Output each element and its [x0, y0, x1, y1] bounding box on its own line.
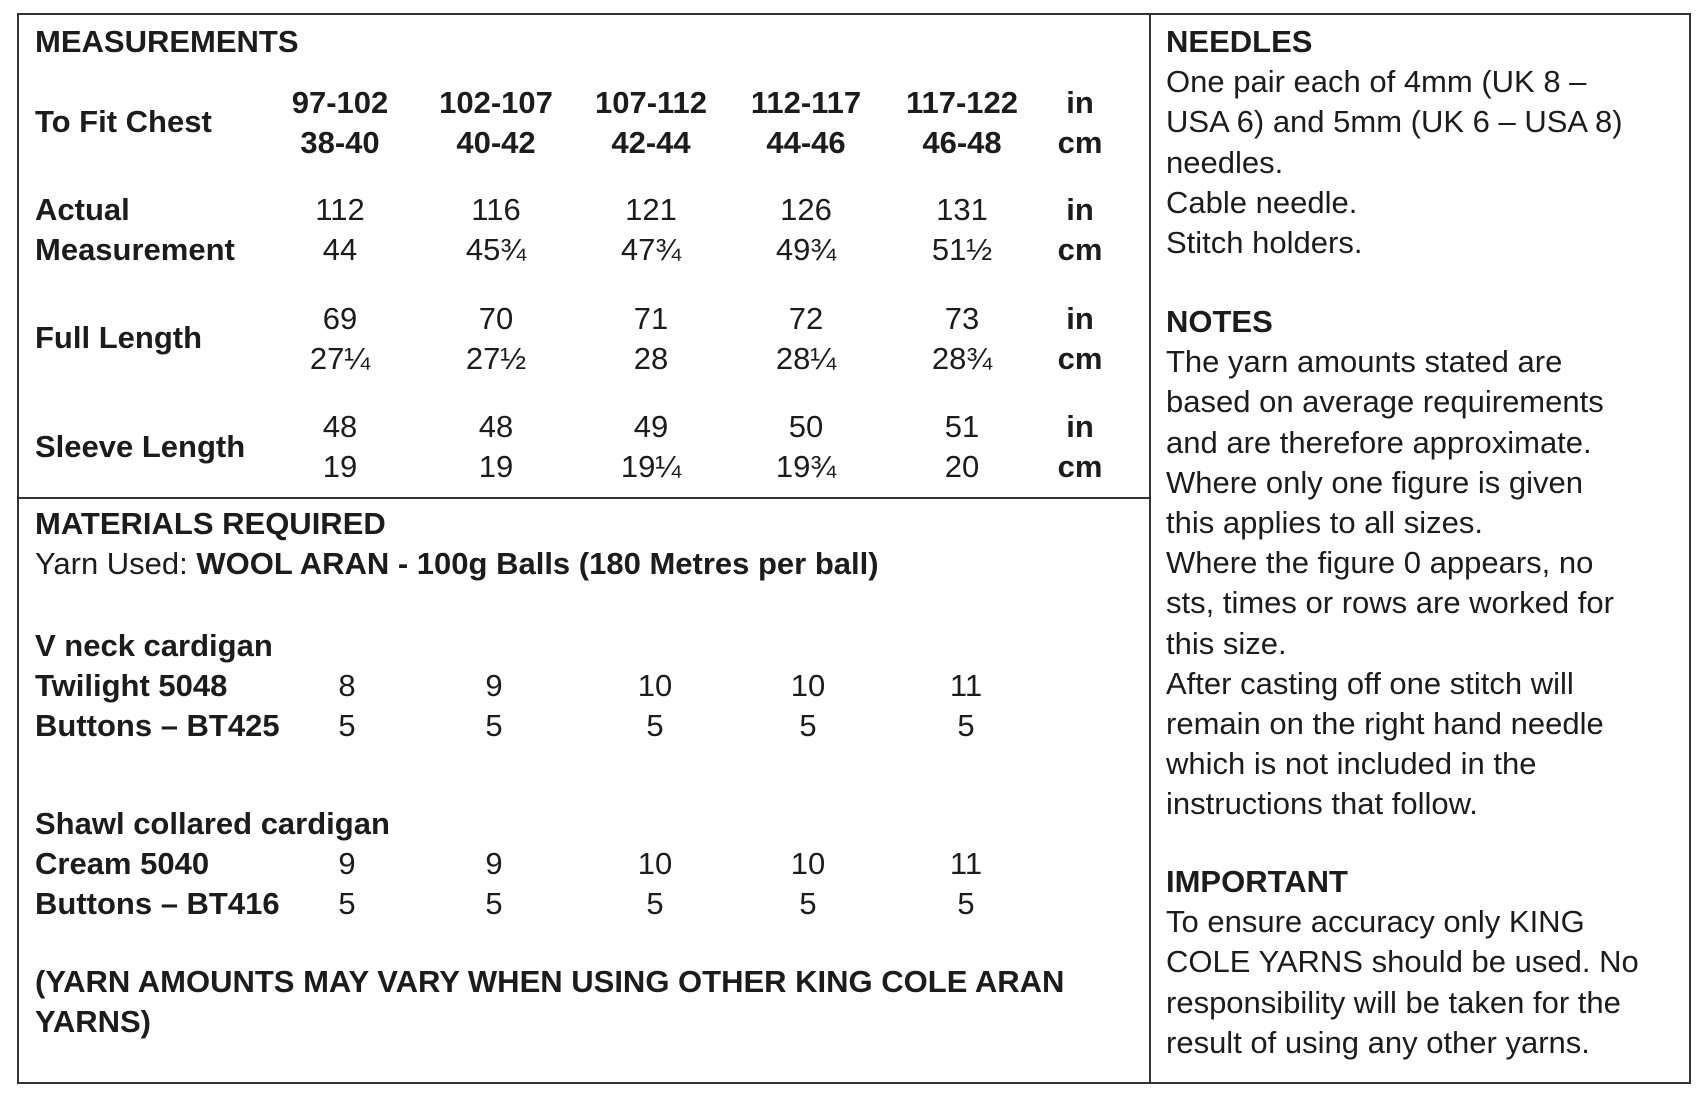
sleeve-length-value-3: 49	[633, 409, 669, 444]
actual-measurement-label-1: Actual	[35, 192, 130, 227]
needles-line: Stitch holders.	[1166, 225, 1363, 261]
needles-section	[1166, 22, 1623, 263]
v-neck-title: V neck cardigan	[35, 628, 273, 663]
notes-heading: NOTES	[1166, 304, 1273, 339]
chest-unit-bottom: cm	[1057, 125, 1103, 160]
actual-value-in-5: 51½	[931, 232, 993, 267]
v-neck-buttons-qty-5: 5	[957, 708, 975, 743]
actual-value-2: 116	[471, 192, 521, 227]
notes-line: remain on the right hand needle	[1166, 706, 1604, 742]
yarn-used-value: WOOL ARAN - 100g Balls (180 Metres per ball)	[196, 546, 879, 581]
actual-value-4: 126	[780, 192, 832, 227]
shawl-collar-yarn-qty-3: 10	[637, 846, 673, 881]
sleeve-length-unit-bottom: cm	[1057, 449, 1103, 484]
yarn-used-line	[35, 544, 879, 584]
shawl-collar-buttons-qty-1: 5	[338, 886, 356, 921]
actual-unit-bottom: cm	[1057, 232, 1103, 267]
v-neck-buttons-qty-3: 5	[646, 708, 664, 743]
full-length-label: Full Length	[35, 320, 203, 355]
notes-line: this size.	[1166, 625, 1287, 661]
actual-value-in-3: 47¾	[620, 232, 682, 267]
notes-line: The yarn amounts stated are	[1166, 344, 1563, 380]
sleeve-length-value-in-1: 19	[322, 449, 358, 484]
shawl-collar-buttons-qty-2: 5	[485, 886, 503, 921]
notes-line: and are therefore approximate.	[1166, 424, 1592, 460]
section-divider	[17, 497, 1150, 499]
shawl-collar-buttons-qty-5: 5	[957, 886, 975, 921]
chest-size-in-1: 38-40	[300, 125, 380, 160]
v-neck-yarn-qty-1: 8	[338, 668, 356, 703]
v-neck-yarn-qty-2: 9	[485, 668, 503, 703]
v-neck-buttons-qty-4: 5	[799, 708, 817, 743]
chest-size-2: 102-107	[439, 85, 553, 120]
chest-size-5: 117-122	[905, 85, 1019, 120]
chest-size-in-4: 44-46	[766, 125, 846, 160]
shawl-collar-yarn-qty-5: 11	[949, 846, 983, 881]
actual-value-in-1: 44	[322, 232, 358, 267]
full-length-value-in-1: 27¼	[309, 341, 371, 376]
important-line: responsibility will be taken for the	[1166, 984, 1621, 1020]
notes-line: which is not included in the	[1166, 746, 1537, 782]
full-length-value-1: 69	[322, 301, 358, 336]
full-length-unit-bottom: cm	[1057, 341, 1103, 376]
shawl-collar-yarn-qty-2: 9	[485, 846, 503, 881]
important-line: result of using any other yarns.	[1166, 1024, 1590, 1060]
full-length-value-5: 73	[944, 301, 980, 336]
actual-value-5: 131	[936, 192, 988, 227]
shawl-collar-buttons-label: Buttons – BT416	[35, 886, 280, 921]
chest-label: To Fit Chest	[35, 104, 212, 139]
v-neck-yarn-qty-5: 11	[949, 668, 983, 703]
chest-size-4: 112-117	[750, 85, 862, 120]
full-length-value-in-2: 27½	[465, 341, 527, 376]
v-neck-buttons-label: Buttons – BT425	[35, 708, 280, 743]
notes-line: based on average requirements	[1166, 384, 1604, 420]
shawl-collar-buttons-qty-4: 5	[799, 886, 817, 921]
full-length-value-3: 71	[633, 301, 669, 336]
actual-measurement-label-2: Measurement	[35, 232, 235, 267]
sleeve-length-value-in-4: 19¾	[775, 449, 837, 484]
column-divider	[1149, 13, 1151, 1084]
sleeve-length-value-in-2: 19	[478, 449, 514, 484]
materials-heading: MATERIALS REQUIRED	[35, 506, 386, 541]
notes-line: After casting off one stitch will	[1166, 665, 1574, 701]
important-section	[1166, 862, 1639, 1063]
yarn-warning-line-1: (YARN AMOUNTS MAY VARY WHEN USING OTHER KING COLE ARAN	[35, 964, 1065, 999]
needles-line: One pair each of 4mm (UK 8 –	[1166, 64, 1587, 100]
v-neck-yarn-qty-4: 10	[790, 668, 826, 703]
sleeve-length-value-5: 51	[944, 409, 980, 444]
yarn-used-label: Yarn Used:	[35, 546, 197, 581]
shawl-collar-yarn-label: Cream 5040	[35, 846, 210, 881]
sleeve-length-label: Sleeve Length	[35, 429, 246, 464]
measurements-heading: MEASUREMENTS	[35, 24, 299, 59]
chest-size-1: 97-102	[291, 85, 389, 120]
shawl-collar-title: Shawl collared cardigan	[35, 806, 390, 841]
sleeve-length-value-1: 48	[322, 409, 358, 444]
chest-size-in-2: 40-42	[456, 125, 536, 160]
chest-unit-top: in	[1066, 85, 1094, 120]
notes-line: instructions that follow.	[1166, 786, 1478, 822]
v-neck-buttons-qty-2: 5	[485, 708, 503, 743]
sleeve-length-value-in-3: 19¼	[620, 449, 682, 484]
important-line: To ensure accuracy only KING	[1166, 904, 1585, 940]
v-neck-yarn-qty-3: 10	[637, 668, 673, 703]
sleeve-length-value-in-5: 20	[944, 449, 980, 484]
full-length-value-4: 72	[788, 301, 824, 336]
notes-line: this applies to all sizes.	[1166, 505, 1484, 541]
important-heading: IMPORTANT	[1166, 864, 1348, 899]
full-length-value-in-4: 28¼	[775, 341, 837, 376]
needles-heading: NEEDLES	[1166, 24, 1313, 59]
actual-value-1: 112	[315, 192, 365, 227]
chest-size-in-5: 46-48	[922, 125, 1002, 160]
chest-size-3: 107-112	[594, 85, 708, 120]
shawl-collar-yarn-qty-4: 10	[790, 846, 826, 881]
full-length-value-in-5: 28¾	[931, 341, 993, 376]
full-length-value-2: 70	[478, 301, 514, 336]
important-line: COLE YARNS should be used. No	[1166, 944, 1639, 980]
actual-value-in-4: 49¾	[775, 232, 837, 267]
shawl-collar-yarn-qty-1: 9	[338, 846, 356, 881]
needles-line: Cable needle.	[1166, 184, 1358, 220]
full-length-unit-top: in	[1066, 301, 1094, 336]
notes-section	[1166, 302, 1614, 825]
yarn-warning-line-2: YARNS)	[35, 1004, 151, 1039]
sleeve-length-value-4: 50	[788, 409, 824, 444]
shawl-collar-buttons-qty-3: 5	[646, 886, 664, 921]
notes-line: sts, times or rows are worked for	[1166, 585, 1614, 621]
actual-value-3: 121	[625, 192, 677, 227]
needles-line: needles.	[1166, 144, 1284, 180]
needles-line: USA 6) and 5mm (UK 6 – USA 8)	[1166, 104, 1623, 140]
v-neck-buttons-qty-1: 5	[338, 708, 356, 743]
sleeve-length-value-2: 48	[478, 409, 514, 444]
sleeve-length-unit-top: in	[1066, 409, 1094, 444]
v-neck-yarn-label: Twilight 5048	[35, 668, 228, 703]
actual-unit-top: in	[1066, 192, 1094, 227]
chest-size-in-3: 42-44	[611, 125, 691, 160]
notes-line: Where the figure 0 appears, no	[1166, 545, 1594, 581]
notes-line: Where only one figure is given	[1166, 464, 1584, 500]
actual-value-in-2: 45¾	[465, 232, 527, 267]
full-length-value-in-3: 28	[633, 341, 669, 376]
